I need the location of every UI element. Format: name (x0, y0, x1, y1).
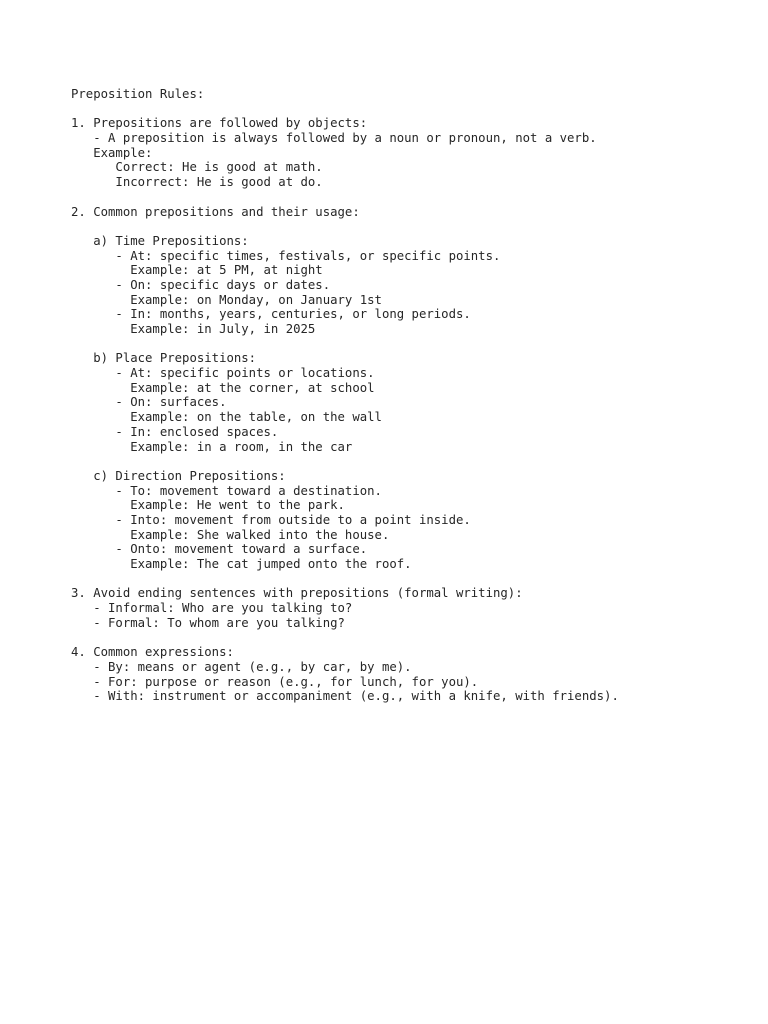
rule-4-line: - For: purpose or reason (e.g., for lunch, for you). (71, 674, 479, 689)
place-prepositions-line: - On: surfaces. (71, 395, 227, 410)
blank-line (71, 190, 751, 205)
place-prepositions-heading: b) Place Prepositions: (71, 351, 257, 366)
document-title: Preposition Rules: (71, 87, 205, 101)
blank-line (71, 454, 751, 469)
direction-prepositions-heading: c) Direction Prepositions: (71, 468, 286, 483)
direction-prepositions-line: Example: He went to the park. (71, 498, 345, 513)
rule-1-line: Correct: He is good at math. (71, 160, 323, 175)
rule-4-heading: 4. Common expressions: (71, 645, 234, 660)
rule-2-heading: 2. Common prepositions and their usage: (71, 204, 360, 219)
rule-3-line: - Informal: Who are you talking to? (71, 601, 353, 616)
direction-prepositions-line: Example: The cat jumped onto the roof. (71, 557, 412, 571)
direction-prepositions-line: - Onto: movement toward a surface. (71, 542, 368, 557)
time-prepositions-line: - At: specific times, festivals, or specific points. (71, 248, 501, 263)
rule-3-heading: 3. Avoid ending sentences with prepositions (formal writing): (71, 586, 523, 601)
rule-4-line: - By: means or agent (e.g., by car, by me). (71, 659, 412, 674)
time-prepositions-line: Example: on Monday, on January 1st (71, 292, 382, 307)
time-prepositions-line: Example: at 5 PM, at night (71, 263, 323, 278)
blank-line (71, 102, 751, 117)
blank-line (71, 572, 751, 587)
time-prepositions-heading: a) Time Prepositions: (71, 233, 249, 248)
blank-line (71, 219, 751, 234)
place-prepositions-line: Example: in a room, in the car (71, 439, 353, 454)
time-prepositions-line: - On: specific days or dates. (71, 277, 331, 292)
rule-1-line: Incorrect: He is good at do. (71, 175, 323, 190)
rule-4-line: - With: instrument or accompaniment (e.g., with a knife, with friends). (71, 689, 619, 704)
rule-3-line: - Formal: To whom are you talking? (71, 615, 345, 630)
place-prepositions-line: Example: on the table, on the wall (71, 410, 382, 425)
place-prepositions-line: - In: enclosed spaces. (71, 424, 279, 439)
blank-line (71, 630, 751, 645)
blank-line (71, 337, 751, 352)
place-prepositions-line: - At: specific points or locations. (71, 366, 375, 381)
rule-1-heading: 1. Prepositions are followed by objects: (71, 116, 368, 131)
document-body (71, 87, 751, 704)
rule-1-line: - A preposition is always followed by a noun or pronoun, not a verb. (71, 131, 597, 146)
direction-prepositions-line: Example: She walked into the house. (71, 527, 390, 542)
place-prepositions-line: Example: at the corner, at school (71, 380, 375, 395)
time-prepositions-line: - In: months, years, centuries, or long periods. (71, 307, 471, 322)
rule-1-line: Example: (71, 145, 153, 160)
time-prepositions-line: Example: in July, in 2025 (71, 322, 316, 336)
direction-prepositions-line: - To: movement toward a destination. (71, 483, 382, 498)
direction-prepositions-line: - Into: movement from outside to a point inside. (71, 512, 471, 527)
